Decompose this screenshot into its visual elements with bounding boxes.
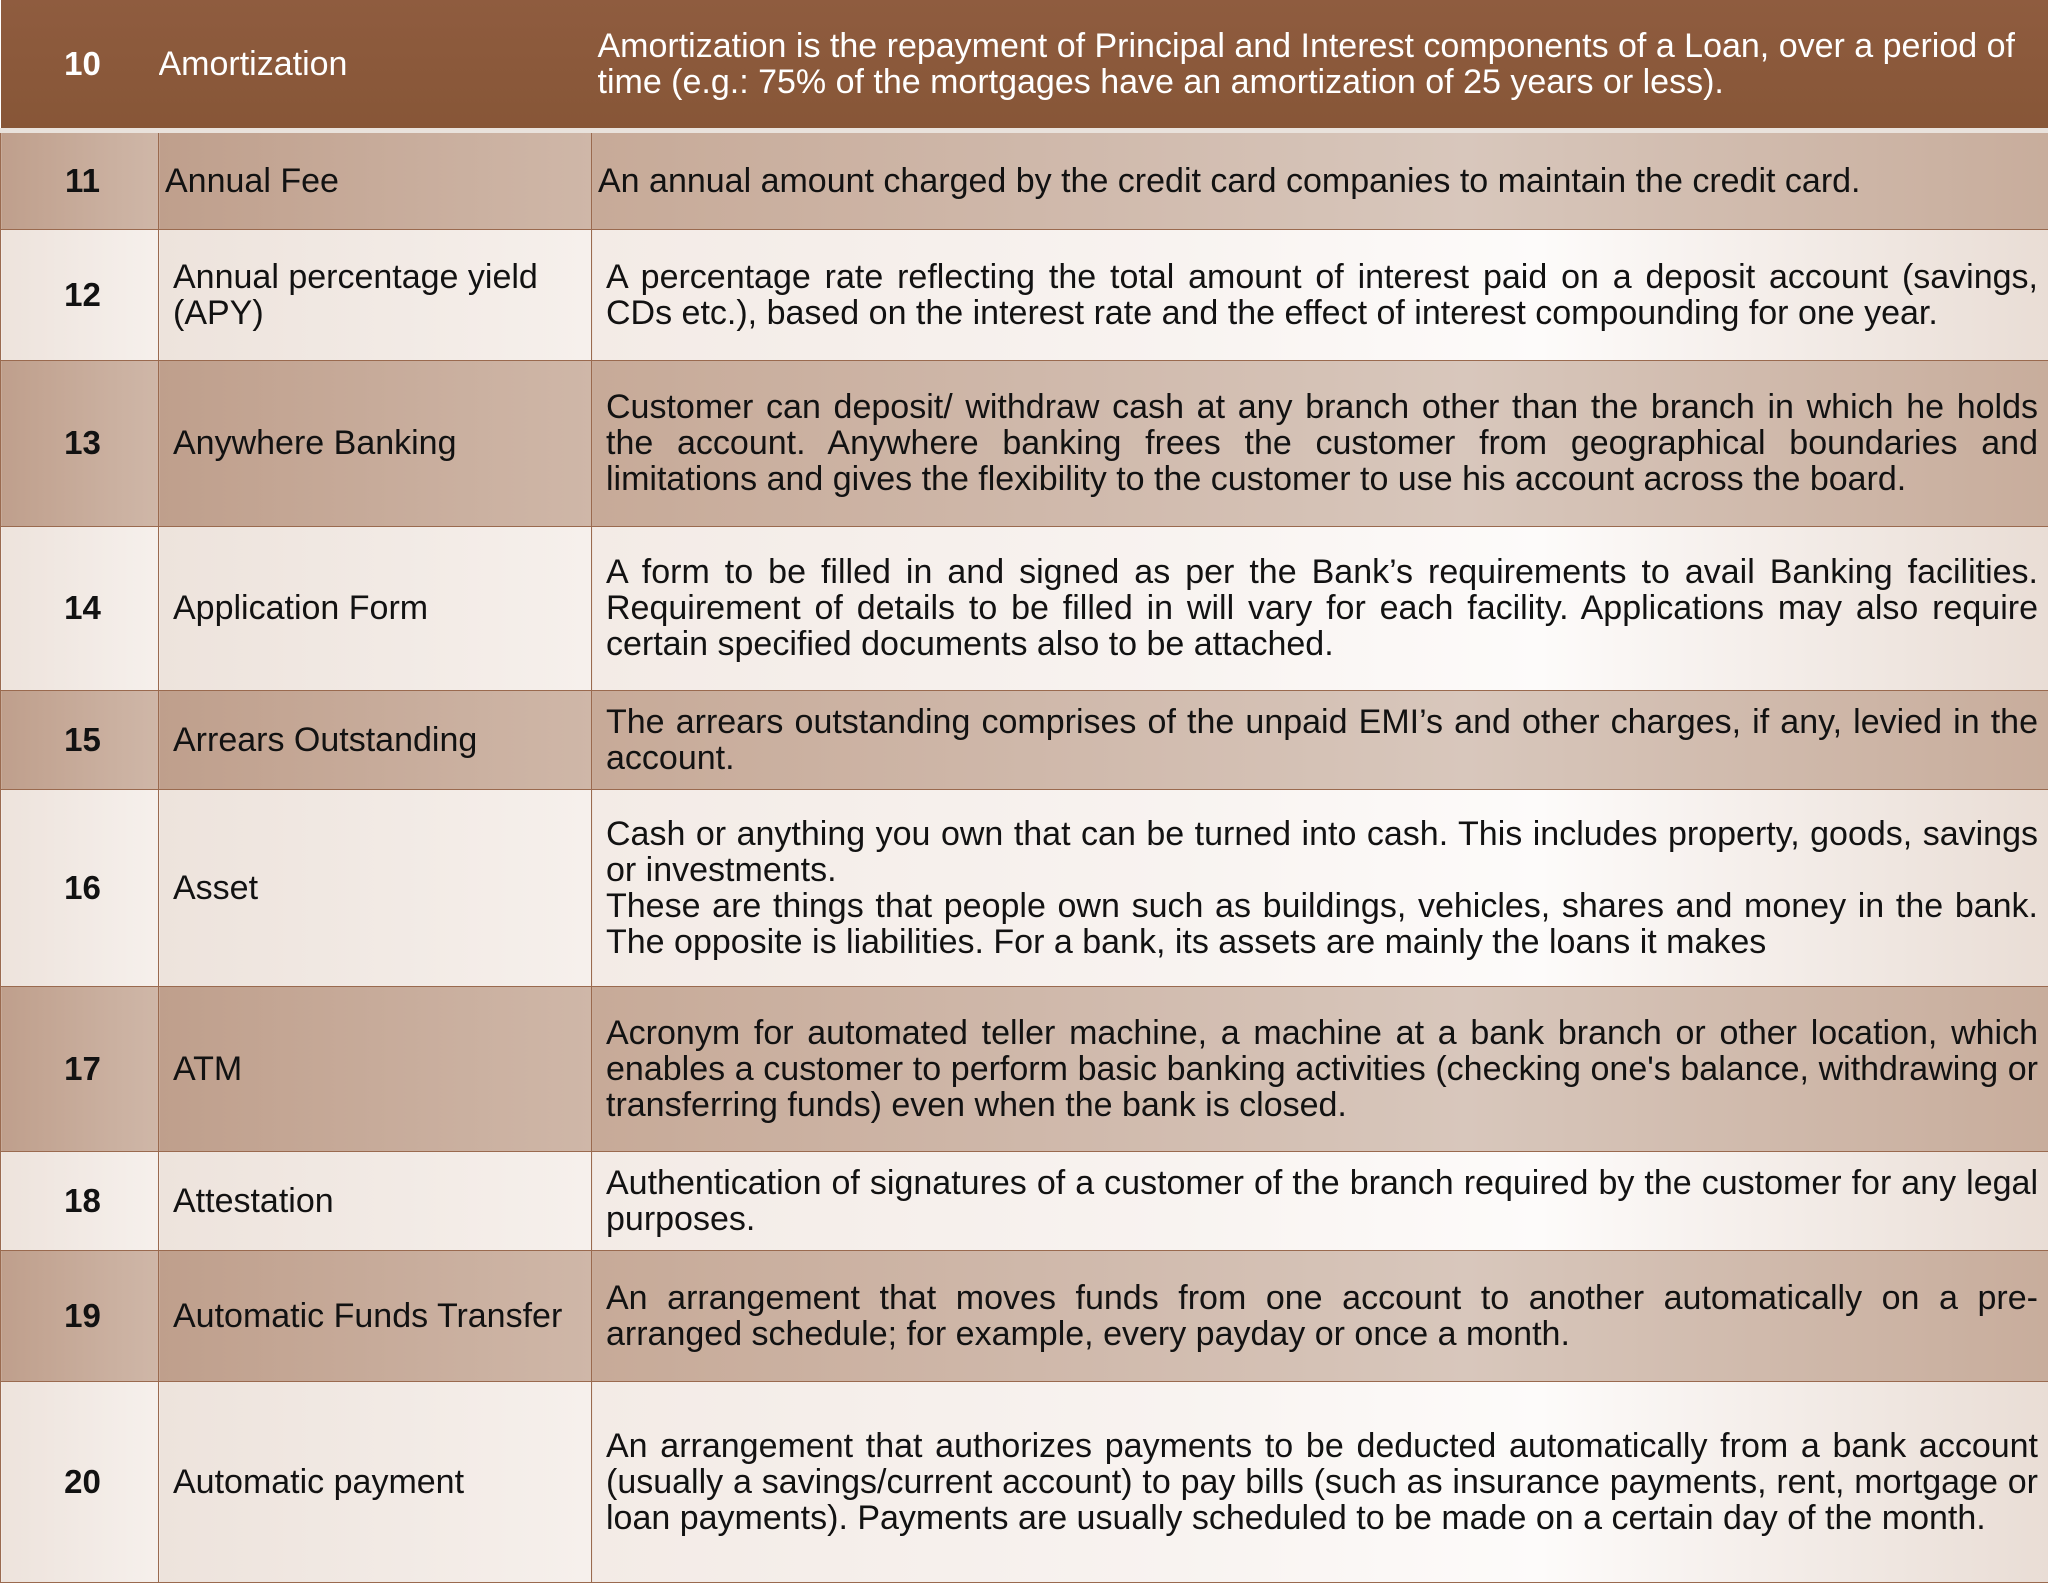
term-cell: Automatic Funds Transfer xyxy=(159,1250,592,1381)
table-row xyxy=(1,526,2048,690)
row-number: 11 xyxy=(1,130,159,229)
description-cell: An arrangement that authorizes payments to be deducted automatically from a bank account (usually a savings/current account) to pay bills (such as insurance payments, rent, mortgage or loan payments). Payments are usually scheduled to be made on a certain day of the month. xyxy=(592,1381,2048,1582)
term-cell: ATM xyxy=(159,986,592,1151)
row-number: 18 xyxy=(1,1151,159,1250)
term-cell: Annual Fee xyxy=(159,130,592,229)
description-paragraph: Cash or anything you own that can be turned into cash. This includes property, goods, savings or investments. xyxy=(606,816,2038,888)
description-cell: An annual amount charged by the credit card companies to maintain the credit card. xyxy=(592,130,2048,229)
description-cell: A percentage rate reflecting the total amount of interest paid on a deposit account (savings, CDs etc.), based on the interest rate and the effect of interest compounding for one year. xyxy=(592,229,2048,360)
table-row xyxy=(1,789,2048,986)
term-cell: Amortization xyxy=(159,0,592,130)
term-cell: Arrears Outstanding xyxy=(159,690,592,789)
row-number: 16 xyxy=(1,789,159,986)
row-number: 10 xyxy=(1,0,159,130)
term-cell: Asset xyxy=(159,789,592,986)
description-cell: A form to be filled in and signed as per the Bank’s requirements to avail Banking facilities. Requirement of details to be filled in will vary for each facility. Applications may also require certain specified documents also to be attached. xyxy=(592,526,2048,690)
table-row xyxy=(1,360,2048,526)
table-row xyxy=(1,0,2048,130)
description-cell: Acronym for automated teller machine, a machine at a bank branch or other location, which enables a customer to perform basic banking activities (checking one's balance, withdrawing or transferring funds) even when the bank is closed. xyxy=(592,986,2048,1151)
row-number: 19 xyxy=(1,1250,159,1381)
row-number: 14 xyxy=(1,526,159,690)
table-row xyxy=(1,130,2048,229)
description-cell: Customer can deposit/ withdraw cash at any branch other than the branch in which he holds the account. Anywhere banking frees the customer from geographical boundaries and limitations and gives the flexibility to the customer to use his account across the board. xyxy=(592,360,2048,526)
row-number: 17 xyxy=(1,986,159,1151)
term-cell: Application Form xyxy=(159,526,592,690)
table-row xyxy=(1,1381,2048,1582)
row-number: 15 xyxy=(1,690,159,789)
term-cell: Attestation xyxy=(159,1151,592,1250)
description-cell: Amortization is the repayment of Principal and Interest components of a Loan, over a period of time (e.g.: 75% of the mortgages have an amortization of 25 years or less). xyxy=(592,0,2048,130)
description-cell: The arrears outstanding comprises of the unpaid EMI’s and other charges, if any, levied in the account. xyxy=(592,690,2048,789)
term-cell: Anywhere Banking xyxy=(159,360,592,526)
row-number: 12 xyxy=(1,229,159,360)
term-cell: Automatic payment xyxy=(159,1381,592,1582)
description-cell xyxy=(592,789,2048,986)
description-cell: Authentication of signatures of a customer of the branch required by the customer for any legal purposes. xyxy=(592,1151,2048,1250)
description-cell: An arrangement that moves funds from one account to another automatically on a pre-arranged schedule; for example, every payday or once a month. xyxy=(592,1250,2048,1381)
term-cell: Annual percentage yield (APY) xyxy=(159,229,592,360)
row-number: 20 xyxy=(1,1381,159,1582)
table-row xyxy=(1,986,2048,1151)
table-row xyxy=(1,690,2048,789)
row-number: 13 xyxy=(1,360,159,526)
table-row xyxy=(1,229,2048,360)
table-row xyxy=(1,1250,2048,1381)
table-row xyxy=(1,1151,2048,1250)
description-paragraph: These are things that people own such as buildings, vehicles, shares and money in the bank. The opposite is liabilities. For a bank, its assets are mainly the loans it makes xyxy=(606,888,2038,960)
